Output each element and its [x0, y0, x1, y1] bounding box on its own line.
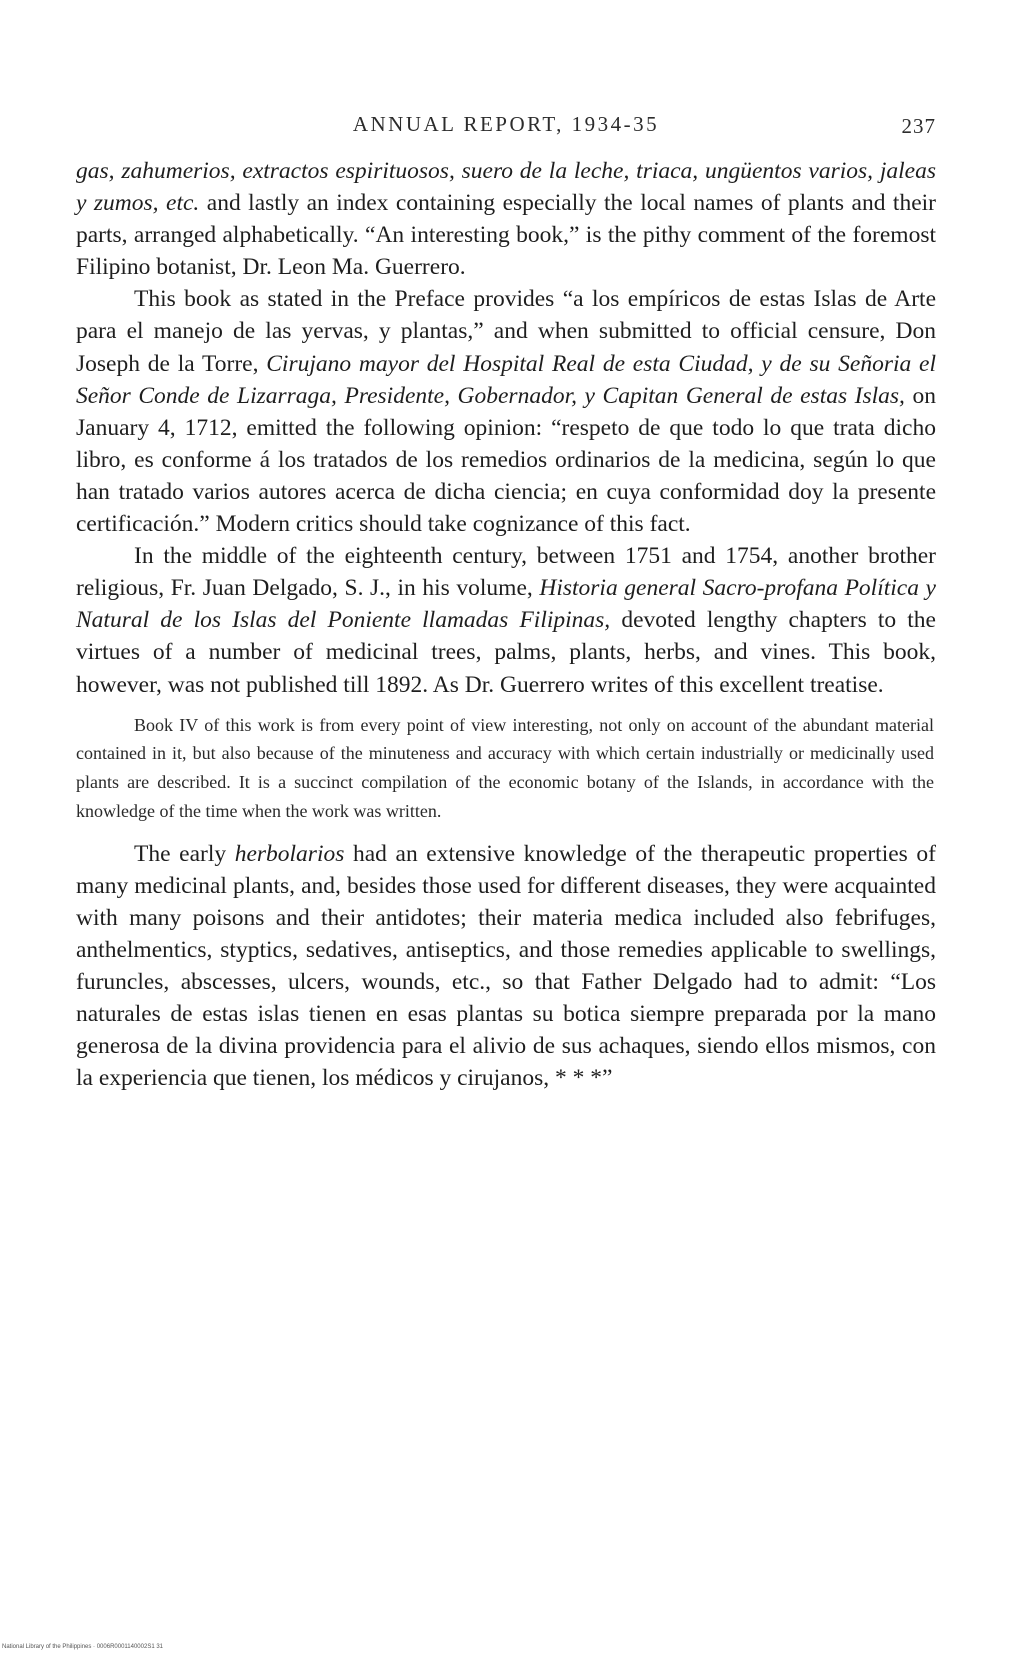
paragraph-continued: [76, 155, 936, 283]
block-quote: [76, 711, 936, 826]
paragraph-herbolarios: [76, 838, 936, 1095]
paragraph-3-text-b: devoted lengthy chapters to the virtues of a number of medicinal trees, palms, plants, herbs, and vines. This book, however, was not published till 1892. As Dr. Guerrero writes of this excellent treatise.: [76, 607, 936, 698]
page-number: 237: [901, 114, 936, 138]
paragraph-2-text-b: on January 4, 1712, emitted the following opinion: “respeto de que todo lo que trata dicho libro, es conforme á los tratados de los remedios ordinarios de la medicina, según lo que han tratado varios autores acerca de dicha ciencia; en cuya conformidad doy la presente certificación.” Modern critics should take cognizance of this fact.: [76, 382, 936, 538]
paragraph-4-text-b: had an extensive knowledge of the therapeutic properties of many medicinal plants, and, besides those used for different diseases, they were acquainted with many poisons and their antidotes; their materia medica included also febrifuges, anthelmentics, styptics, sedatives, antiseptics, and those remedies applicable to swellings, furuncles, abscesses, ulcers, wounds, etc., so that Father Delgado had to admit: “Los naturales de estas islas tienen en esas plantas su botica siempre preparada por la mano generosa de la divina providencia para el alivio de sus achaques, siendo ellos mismos, con la experiencia que tienen, los médicos y cirujanos, * * *”: [76, 840, 936, 1092]
herbolarios-term: herbolarios: [234, 840, 345, 867]
paragraph-4-text-a: The early: [134, 840, 235, 867]
archive-stamp: National Library of the Philippines · 0006R0001140002S1 31: [2, 1644, 164, 1650]
quote-text: Book IV of this work is from every point of view interesting, not only on account of the abundant material contained in it, but also because of the minuteness and accuracy with which certain industrially or medicinally used plants are described. It is a succinct compilation of the economic botany of the Islands, in accordance with the knowledge of the time when the work was written.: [76, 714, 934, 821]
body-text: [76, 155, 936, 1095]
censor-title: Cirujano mayor del Hospital Real de esta Ciudad, y de su Señoria el Señor Conde de Lizarraga, Presidente, Gobernador, y Capitan General de estas Islas,: [76, 350, 936, 409]
paragraph-preface: [76, 283, 936, 540]
paragraph-delgado: [76, 540, 936, 700]
paragraph-3-text-a: In the middle of the eighteenth century, between 1751 and 1754, another brother religious, Fr. Juan Delgado, S. J., in his volume,: [76, 543, 936, 602]
spanish-item-list: gas, zahumerios, extractos espirituosos, suero de la leche, triaca, ungüentos varios, jaleas y zumos, etc.: [76, 158, 936, 217]
book-title: Historia general Sacro-profana Política y Natural de los Islas del Poniente llamadas Filipinas,: [76, 575, 936, 634]
paragraph-1-text: and lastly an index containing especially the local names of plants and their parts, arranged alphabetically. “An interesting book,” is the pithy comment of the foremost Filipino botanist, Dr. Leon Ma. Guerrero.: [76, 190, 936, 281]
running-head: ANNUAL REPORT, 1934-35: [352, 112, 660, 136]
paragraph-2-text-a: This book as stated in the Preface provides “a los empíricos de estas Islas de Arte para el manejo de las yervas, y plantas,” and when submitted to official censure, Don Joseph de la Torre,: [76, 286, 936, 377]
page-header: [76, 112, 936, 142]
